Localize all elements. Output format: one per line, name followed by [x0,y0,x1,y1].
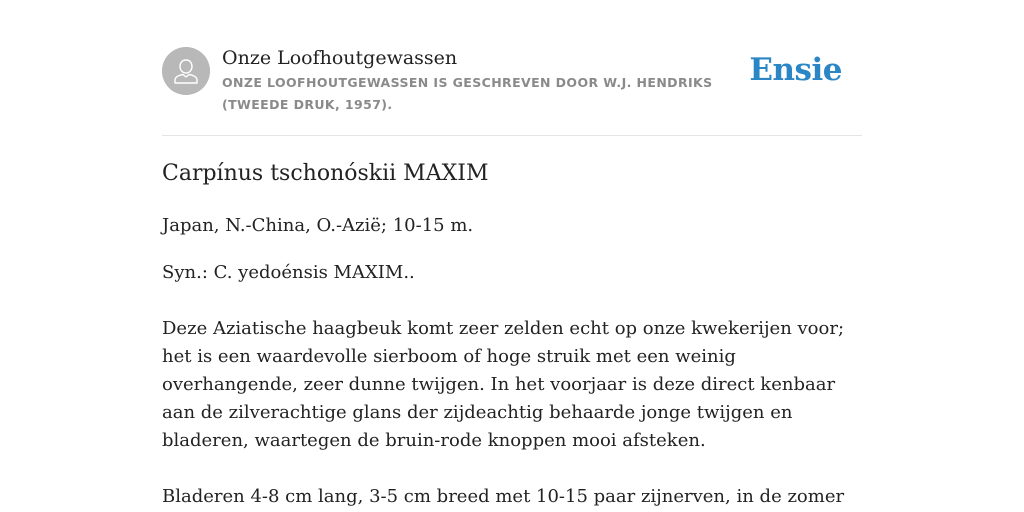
entry-content [162,157,862,511]
source-header [162,46,862,136]
entry-paragraph: Syn.: C. yedoénsis MAXIM.. [162,262,415,283]
ensie-logo[interactable]: Ensie [749,52,842,88]
source-description: ONZE LOOFHOUTGEWASSEN IS GESCHREVEN DOOR W.J. HENDRIKS (TWEEDE DRUK, 1957). [222,75,713,112]
user-icon[interactable] [162,47,210,95]
entry-paragraph: Deze Aziatische haagbeuk komt zeer zelden echt op onze kwekerijen voor; het is een waardevolle sierboom of hoge struik met een weinig overhangende, zeer dunne twijgen. In het voorjaar is deze direct kenbaar aan de zilverachtige glans der zijdeachtig behaarde jonge twijgen en bladeren, waartegen de bruin-rode knoppen mooi afsteken. [162,318,845,451]
entry-paragraph: Japan, N.-China, O.-Azië; 10-15 m. [162,215,474,236]
entry-paragraph: Bladeren 4-8 cm lang, 3-5 cm breed met 10-15 paar zijnerven, in de zomer [162,486,845,507]
source-title[interactable]: Onze Loofhoutgewassen [222,47,458,69]
header-divider [162,135,862,136]
entry-title: Carpínus tschonóskii MAXIM [162,161,489,186]
